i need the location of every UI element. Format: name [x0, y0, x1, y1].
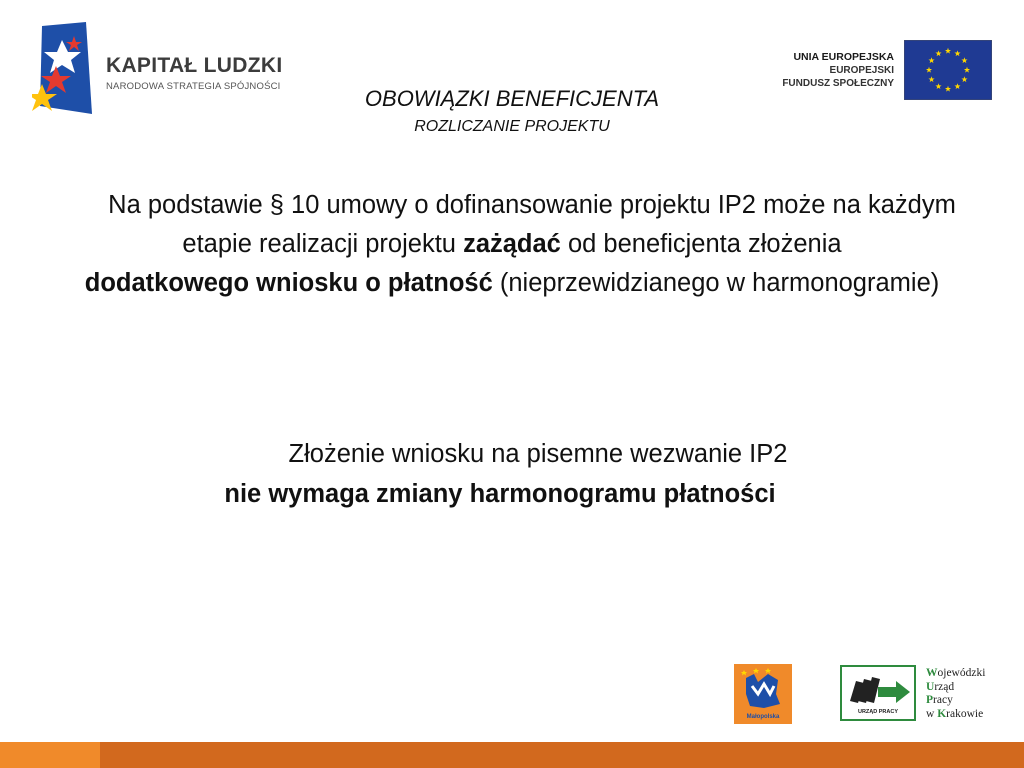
wup-line-1-initial: W	[926, 667, 938, 679]
kapital-ludzki-subtitle: NARODOWA STRATEGIA SPÓJNOŚCI	[106, 81, 281, 92]
paragraph-1-bold-2: dodatkowego wniosku o płatność	[84, 269, 493, 297]
paragraph-2-bold-1: nie wymaga zmiany harmonogramu płatności	[224, 480, 776, 508]
urzad-pracy-emblem	[840, 665, 916, 721]
wup-line-2-rest: rząd	[934, 680, 955, 693]
kapital-ludzki-emblem-icon	[32, 22, 98, 118]
wup-line-2-initial: U	[926, 680, 935, 693]
malopolska-caption: Małopolska	[746, 714, 780, 720]
slide-title: OBOWIĄZKI BENEFICJENTA	[364, 86, 660, 111]
kapital-ludzki-title: KAPITAŁ LUDZKI	[106, 54, 283, 77]
wup-line-3-rest: racy	[933, 694, 953, 706]
cards-arrow-icon	[842, 671, 914, 711]
wup-krakow-logo	[840, 665, 996, 723]
paragraph-2-text-1: Złożenie wniosku na pisemne wezwanie IP2	[288, 440, 788, 468]
wup-line-3-initial: P	[926, 694, 934, 706]
wup-line-4-rest: rakowie	[946, 707, 984, 720]
urzad-pracy-caption: URZĄD PRACY	[857, 709, 899, 715]
eu-flag-icon	[904, 40, 992, 100]
wup-krakow-name	[926, 667, 985, 721]
paragraph-1-text-1: Na podstawie § 10 umowy o dofinansowanie projektu IP2 może na każdym etapie realizacji projektu	[108, 191, 956, 258]
paragraph-schedule-note	[60, 434, 940, 514]
eu-logo-line-3: FUNDUSZ SPOŁECZNY	[782, 78, 894, 89]
eu-logo-line-1: UNIA EUROPEJSKA	[793, 51, 894, 63]
wup-line-4-prefix: w	[926, 707, 938, 720]
footer-bar	[100, 742, 1024, 768]
paragraph-1-text-3: (nieprzewidzianego w harmonogramie)	[492, 269, 940, 297]
malopolska-logo-icon	[734, 664, 792, 724]
eu-logo-line-2: EUROPEJSKI	[829, 65, 894, 76]
slide-subtitle: ROZLICZANIE PROJEKTU	[414, 118, 610, 135]
footer-bar-accent	[0, 742, 100, 768]
paragraph-payment-request	[62, 186, 962, 303]
wup-line-4-initial: K	[937, 707, 947, 720]
paragraph-1-bold-1: zażądać	[463, 230, 561, 258]
wup-line-1-rest: ojewódzki	[937, 667, 986, 679]
paragraph-1-text-2: od beneficjenta złożenia	[560, 230, 842, 258]
